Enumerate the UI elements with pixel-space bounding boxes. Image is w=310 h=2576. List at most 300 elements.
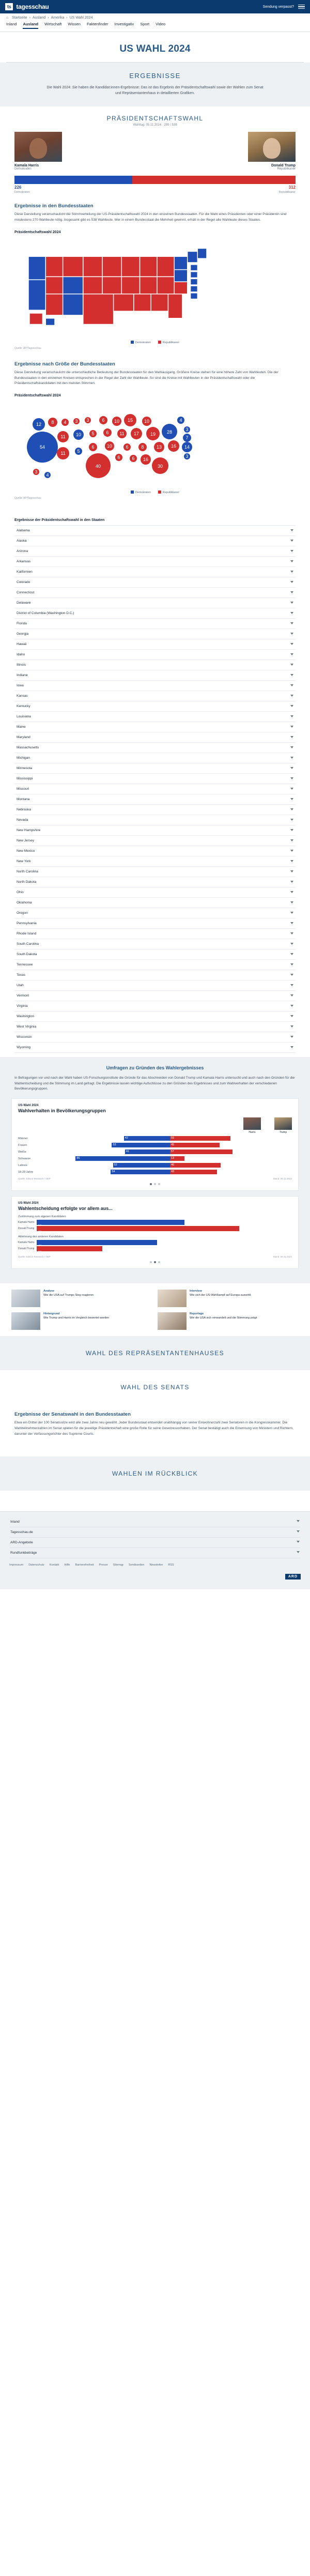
state-row[interactable] (14, 701, 296, 712)
electoral-vote-bar (14, 176, 296, 184)
bar-republicans (132, 176, 296, 184)
harris-photo (14, 132, 62, 162)
trump-name: Donald Trump (271, 164, 296, 168)
state-name: South Carolina (17, 942, 39, 946)
state-row[interactable] (14, 774, 296, 784)
state-row[interactable] (14, 815, 296, 825)
footer-link[interactable]: Hilfe (64, 1563, 70, 1567)
teaser-kicker: Analyse (43, 1290, 55, 1293)
state-list-heading: Ergebnisse der Präsidentschaftswahl in den Staaten (14, 518, 105, 522)
polls-section (0, 1057, 310, 1283)
results-intro-text: Die Wahl 2024: Sie haben die Kandidat:innen-Ergebnisse: Das ist das Ergebnis der Präsidentschaftswahl sowie der Wahlen zum Senat und Repräsentantenhaus in detaillierten Grafiken. (47, 86, 264, 96)
state-row[interactable] (14, 526, 296, 536)
state-row[interactable] (14, 867, 296, 877)
state-row[interactable] (14, 1001, 296, 1011)
state-row[interactable] (14, 650, 296, 660)
state-name: Minnesota (17, 766, 32, 770)
footer-link[interactable]: Impressum (9, 1563, 24, 1567)
svg-text:3: 3 (75, 418, 78, 424)
teaser-image-b (158, 1290, 187, 1307)
poll-row-label: Schwarze (18, 1157, 31, 1160)
chevron-down-icon[interactable] (290, 529, 293, 531)
poll-card-1-title: Wahlverhalten in Bevölkerungsgruppen (18, 1108, 106, 1114)
svg-text:6: 6 (91, 444, 95, 450)
state-row[interactable] (14, 836, 296, 846)
footer-links (9, 1558, 301, 1567)
svg-text:6: 6 (126, 444, 129, 450)
state-row[interactable] (14, 536, 296, 546)
state-row[interactable] (14, 1042, 296, 1053)
state-row[interactable] (14, 825, 296, 836)
svg-text:11: 11 (119, 431, 125, 436)
chevron-down-icon[interactable] (290, 550, 293, 552)
footer-link[interactable]: Datenschutz (28, 1563, 44, 1567)
teaser-item[interactable] (11, 1290, 152, 1307)
state-name: Rhode Island (17, 931, 37, 936)
chevron-down-icon[interactable] (290, 591, 293, 593)
state-row[interactable] (14, 887, 296, 898)
state-row[interactable] (14, 577, 296, 588)
state-row[interactable] (14, 743, 296, 753)
state-name: Hawaii (17, 642, 27, 646)
svg-text:10: 10 (144, 418, 150, 424)
chevron-down-icon[interactable] (290, 746, 293, 748)
state-row[interactable] (14, 660, 296, 670)
chevron-down-icon[interactable] (290, 870, 293, 872)
carousel-dot-2[interactable] (154, 1183, 156, 1185)
state-name: Kalifornien (17, 570, 33, 574)
logo-badge: ts (5, 3, 13, 10)
state-name: Massachusetts (17, 745, 39, 749)
harris-party: Demokraten (14, 167, 32, 171)
bar-democrats (14, 176, 132, 184)
breadcrumb: ⌂ Startseite › Ausland › Amerika › US Wahl 2024 (6, 16, 93, 20)
legend-republicans: Republikaner (278, 191, 296, 194)
poll-topic-title: Ablehnung des anderen Kandidaten (18, 1235, 64, 1239)
poll-card-1-date: Stand: 06.11.2024 (273, 1177, 292, 1180)
teaser-title: Wie die USA auf Trumps Sieg reagieren (43, 1294, 94, 1297)
chevron-down-icon[interactable] (290, 726, 293, 728)
state-row[interactable] (14, 732, 296, 743)
chevron-down-icon[interactable] (290, 777, 293, 779)
trump-party: Republikaner (277, 167, 296, 171)
teaser-title: Wie die USA sich verwandelt und die Stimmung prägt (190, 1316, 257, 1320)
state-row[interactable] (14, 805, 296, 815)
svg-text:40: 40 (95, 463, 101, 469)
poll-row-label: 18-29 Jahre (18, 1170, 34, 1174)
page-title: US WAHL 2024 (119, 43, 191, 54)
state-name: Missouri (17, 787, 29, 791)
state-name: Mississippi (17, 776, 33, 780)
poll-row (18, 1163, 292, 1168)
state-name: New York (17, 859, 31, 863)
state-row[interactable] (14, 691, 296, 701)
poll-topic-blocks (18, 1215, 292, 1254)
poll-row (18, 1149, 292, 1154)
state-map-legend (14, 341, 296, 344)
chevron-down-icon[interactable] (290, 705, 293, 707)
teaser-item[interactable] (158, 1312, 299, 1330)
tab-inland[interactable]: Inland (6, 22, 17, 26)
candidate-harris (14, 132, 62, 171)
svg-text:6: 6 (132, 455, 135, 461)
carousel-dots-2[interactable] (18, 1261, 292, 1263)
state-row[interactable] (14, 763, 296, 774)
teaser-image-c (11, 1312, 40, 1330)
state-name: Arizona (17, 549, 28, 553)
poll-card-demographics (11, 1098, 299, 1191)
state-row[interactable] (14, 898, 296, 908)
state-row[interactable] (14, 588, 296, 598)
state-row[interactable] (14, 960, 296, 970)
chevron-down-icon[interactable] (290, 788, 293, 790)
senate-states-heading: Ergebnisse der Senatswahl in den Bundesstaaten (14, 1412, 131, 1418)
state-row[interactable] (14, 753, 296, 763)
house-election-band: WAHL DES REPRÄSENTANTENHAUSES (0, 1336, 310, 1370)
state-name: District of Columbia (Washington D.C.) (17, 611, 74, 615)
poll-value-rep: 46 (171, 1163, 175, 1167)
state-name: Alabama (17, 528, 30, 532)
bubble-map-source: Quelle: AP/Tagesschau (14, 496, 41, 500)
poll-value-rep: 13 (171, 1157, 175, 1160)
chevron-down-icon[interactable] (290, 974, 293, 976)
svg-text:6: 6 (106, 430, 109, 435)
tab-wirtschaft[interactable]: Wirtschaft (44, 22, 62, 26)
harris-name: Kamala Harris (14, 164, 39, 168)
svg-text:4: 4 (179, 417, 182, 423)
breadcrumb-item-1[interactable]: Ausland (32, 16, 46, 20)
home-icon[interactable]: ⌂ (6, 16, 9, 20)
state-accordion-list (14, 525, 296, 1053)
svg-text:5: 5 (91, 431, 95, 436)
chevron-down-icon[interactable] (290, 829, 293, 831)
state-row[interactable] (14, 557, 296, 567)
poll-topic-block (18, 1215, 292, 1234)
harris-thumb-label: Harris (249, 1131, 256, 1134)
svg-text:3: 3 (185, 453, 189, 459)
poll-bar-rep (170, 1149, 233, 1154)
state-row[interactable] (14, 991, 296, 1001)
poll-value-dem: 42 (125, 1137, 128, 1140)
chevron-down-icon[interactable] (290, 1036, 293, 1038)
legend-item-republicans: Republikaner (158, 341, 179, 344)
chevron-down-icon[interactable] (290, 684, 293, 686)
state-row[interactable] (14, 598, 296, 608)
state-row[interactable] (14, 670, 296, 681)
state-name: Idaho (17, 652, 25, 656)
tab-video[interactable]: Video (156, 22, 166, 26)
chevron-down-icon[interactable] (290, 994, 293, 996)
presidential-result-module (0, 106, 310, 196)
carousel-dot-1[interactable] (150, 1183, 152, 1185)
teaser-kicker: Reportage (190, 1312, 204, 1316)
poll-value-rep: 57 (171, 1150, 175, 1154)
poll-bar-dem (124, 1136, 170, 1141)
chevron-down-icon[interactable] (290, 560, 293, 562)
state-row[interactable] (14, 619, 296, 629)
state-map-label: Präsidentschaftswahl 2024 (14, 230, 61, 234)
state-name: Montana (17, 797, 30, 801)
state-row[interactable] (14, 1011, 296, 1022)
poll-value-dem: 41 (126, 1150, 130, 1154)
state-name: North Carolina (17, 869, 38, 873)
chevron-down-icon[interactable] (290, 653, 293, 655)
state-name: Louisiana (17, 714, 31, 718)
footer-col-2[interactable]: ARD-Angebote (9, 1538, 301, 1548)
poll-value-rep: 55 (171, 1137, 175, 1140)
state-name: Connecticut (17, 590, 35, 594)
svg-text:12: 12 (36, 421, 42, 427)
chevron-down-icon[interactable] (290, 798, 293, 800)
poll-value-dem: 53 (113, 1143, 116, 1147)
footer-link[interactable]: Sitemap (113, 1563, 123, 1567)
poll-card-2-kicker: US-Wahl 2024 (18, 1202, 39, 1205)
state-row[interactable] (14, 681, 296, 691)
state-map-heading: Ergebnisse in den Bundesstaaten (14, 203, 94, 209)
chevron-down-icon[interactable] (290, 695, 293, 697)
footer-col-3[interactable]: Rundfunkbeiträge (9, 1548, 301, 1558)
teaser-item[interactable] (158, 1290, 299, 1307)
svg-text:14: 14 (184, 444, 190, 450)
poll-topic-bar: Kamala Harris (18, 1240, 292, 1245)
chevron-down-icon[interactable] (290, 540, 293, 542)
breadcrumb-item-2[interactable]: Amerika (51, 16, 65, 20)
footer-link[interactable]: Sendezeiten (128, 1563, 145, 1567)
footer-link[interactable]: Kontakt (49, 1563, 59, 1567)
chevron-down-icon[interactable] (290, 963, 293, 965)
trump-photo (248, 132, 296, 162)
tab-ausland[interactable]: Ausland (23, 22, 38, 29)
state-row[interactable] (14, 546, 296, 557)
chevron-down-icon[interactable] (290, 643, 293, 645)
chevron-down-icon[interactable] (290, 860, 293, 862)
chevron-down-icon[interactable] (290, 922, 293, 924)
trump-thumb-photo (274, 1117, 292, 1130)
sendung-verpasst-link[interactable]: Sendung verpasst? (262, 5, 294, 9)
poll-card-motivation (11, 1196, 299, 1269)
chevron-down-icon[interactable] (290, 664, 293, 666)
tab-wissen[interactable]: Wissen (68, 22, 81, 26)
state-name: Oklahoma (17, 900, 32, 904)
legend-democrats: Demokraten (14, 191, 30, 194)
ard-logo (9, 1567, 301, 1580)
poll-row-label: Weiße (18, 1150, 26, 1154)
tab-sport[interactable]: Sport (140, 22, 150, 26)
footer-link[interactable]: Presse (99, 1563, 108, 1567)
chevron-down-icon[interactable] (290, 602, 293, 604)
senate-states-module (0, 1404, 310, 1441)
poll-value-dem: 86 (76, 1157, 80, 1160)
ard-badge: ARD (285, 1574, 301, 1580)
svg-text:6: 6 (117, 454, 120, 460)
us-electoral-bubble-map[interactable] (14, 400, 296, 487)
state-row[interactable] (14, 918, 296, 929)
poll-topic-bar: Donald Trump 24 (18, 1246, 292, 1251)
state-row[interactable] (14, 980, 296, 991)
chevron-down-icon[interactable] (290, 736, 293, 738)
state-name: Georgia (17, 632, 29, 636)
footer-link[interactable]: RSS (168, 1563, 174, 1567)
chevron-down-icon[interactable] (290, 881, 293, 883)
state-row[interactable] (14, 939, 296, 949)
hamburger-icon[interactable] (298, 5, 305, 9)
chevron-down-icon[interactable] (290, 757, 293, 759)
state-map-module (0, 196, 310, 354)
carousel2-dot-2[interactable] (154, 1261, 156, 1263)
state-name: North Dakota (17, 880, 37, 884)
state-name: Kansas (17, 694, 28, 698)
footer-link[interactable]: Barrierefreiheit (75, 1563, 94, 1567)
chevron-down-icon[interactable] (290, 819, 293, 821)
chevron-down-icon[interactable] (290, 612, 293, 614)
state-row[interactable] (14, 877, 296, 887)
state-row[interactable] (14, 639, 296, 650)
bubble-map-legend (14, 490, 296, 494)
poll-topic-bar: Kamala Harris (18, 1220, 292, 1225)
svg-text:11: 11 (60, 434, 66, 439)
svg-text:8: 8 (51, 419, 54, 425)
chevron-down-icon[interactable] (290, 932, 293, 934)
chevron-down-icon[interactable] (290, 633, 293, 635)
state-name: Tennessee (17, 962, 33, 967)
poll-bar-rep (170, 1156, 184, 1161)
brand-block[interactable] (5, 3, 49, 10)
state-name: Florida (17, 621, 27, 625)
poll-card-2-date: Stand: 06.11.2024 (273, 1255, 292, 1259)
chevron-down-icon[interactable] (290, 953, 293, 955)
state-name: South Dakota (17, 952, 37, 956)
footer-col-1[interactable]: Tagesschau.de (9, 1527, 301, 1538)
chevron-down-icon[interactable] (290, 912, 293, 914)
bubble-map-module (0, 354, 310, 504)
svg-text:13: 13 (156, 444, 162, 450)
svg-text:5: 5 (77, 448, 80, 454)
chevron-down-icon[interactable] (290, 1046, 293, 1048)
chevron-down-icon[interactable] (290, 901, 293, 903)
chevron-down-icon[interactable] (290, 839, 293, 841)
chevron-down-icon[interactable] (297, 1541, 300, 1543)
presidential-subtitle: Wahltag: 05.11.2024 · 289 / 538 (133, 124, 177, 127)
state-row[interactable] (14, 846, 296, 856)
state-row[interactable] (14, 567, 296, 577)
chevron-down-icon[interactable] (290, 891, 293, 893)
poll-row-label: Latinos (18, 1163, 27, 1167)
state-name: Ohio (17, 890, 24, 894)
poll-value-dem: 54 (112, 1170, 115, 1174)
state-row[interactable] (14, 712, 296, 722)
state-name: Arkansas (17, 559, 31, 563)
chevron-down-icon[interactable] (290, 571, 293, 573)
poll-row-label: Frauen (18, 1143, 27, 1147)
poll-topic-title: Zustimmung zum eigenen Kandidaten (18, 1215, 66, 1219)
state-name: Texas (17, 973, 25, 977)
chevron-down-icon[interactable] (290, 767, 293, 769)
chevron-down-icon[interactable] (297, 1551, 300, 1553)
bubble-map-text: Diese Darstellung veranschaulicht die unterschiedliche Bedeutung der Bundesstaaten für den Wahlausgang. Größere Kreise stehen für eine höhere Zahl von Wahlleuten. Die der Bundesstaaten in den einzelnen Kreisen entsprechen in der Regel der Zahl der Wahlleute. So sind die Kreise mit Wahlleuten in der Präsidentschaftswahl oder die Präsidentschaftskandidaten mit den meisten Stimmen. (14, 370, 278, 386)
carousel-dot-3[interactable] (158, 1183, 160, 1185)
state-name: Delaware (17, 601, 31, 605)
footer-col-0[interactable]: Inland (9, 1517, 301, 1527)
candidate-trump (248, 132, 296, 171)
svg-text:19: 19 (150, 431, 156, 437)
footer-link[interactable]: Newsletter (149, 1563, 163, 1567)
us-state-choropleth-map[interactable] (14, 236, 296, 338)
poll-bar-dem (111, 1170, 170, 1174)
state-row[interactable] (14, 722, 296, 732)
tab-faktenfinder[interactable]: Faktenfinder (86, 22, 109, 26)
state-row[interactable] (14, 908, 296, 918)
svg-text:10: 10 (114, 418, 120, 424)
chevron-down-icon[interactable] (290, 622, 293, 624)
teaser-image-a (11, 1290, 40, 1307)
state-name: New Hampshire (17, 828, 41, 832)
chevron-down-icon[interactable] (290, 943, 293, 945)
polls-heading: Umfragen zu Gründen des Wahlergebnisses (106, 1065, 204, 1070)
chevron-down-icon[interactable] (290, 808, 293, 810)
chevron-down-icon[interactable] (297, 1520, 300, 1522)
svg-text:16: 16 (143, 456, 149, 462)
state-name: Alaska (17, 539, 27, 543)
svg-text:6: 6 (102, 417, 105, 423)
state-name: West Virginia (17, 1024, 37, 1029)
breadcrumb-item-3: US Wahl 2024 (69, 16, 93, 20)
legend-item-democrats: Demokraten (131, 341, 151, 344)
chevron-down-icon[interactable] (290, 674, 293, 676)
teaser-kicker: Interview (190, 1290, 202, 1293)
poll-bar-rep (170, 1170, 217, 1174)
state-name: Maryland (17, 735, 30, 739)
state-row[interactable] (14, 794, 296, 805)
svg-text:17: 17 (133, 431, 140, 436)
chevron-down-icon[interactable] (290, 581, 293, 583)
chevron-down-icon[interactable] (290, 1015, 293, 1017)
state-row[interactable] (14, 856, 296, 867)
carousel2-dot-1[interactable] (150, 1261, 152, 1263)
legend-item-republicans-bubble: Republikaner (158, 490, 179, 494)
legend-item-democrats-bubble: Demokraten (131, 490, 151, 494)
chevron-down-icon[interactable] (290, 1005, 293, 1007)
tab-investigativ[interactable]: Investigativ (114, 22, 134, 26)
teaser-title: Wie Trump und Harris im Vergleich bewertet werden (43, 1316, 110, 1320)
state-row[interactable] (14, 949, 296, 960)
state-row[interactable] (14, 1022, 296, 1032)
state-row[interactable] (14, 629, 296, 639)
state-row[interactable] (14, 929, 296, 939)
chevron-down-icon[interactable] (297, 1530, 300, 1532)
teaser-item[interactable] (11, 1312, 152, 1330)
poll-bar-rows (18, 1136, 292, 1174)
chevron-down-icon[interactable] (290, 715, 293, 717)
chevron-down-icon[interactable] (290, 984, 293, 986)
svg-text:10: 10 (106, 443, 113, 449)
svg-text:4: 4 (46, 472, 49, 478)
state-name: Colorado (17, 580, 30, 584)
state-row[interactable] (14, 784, 296, 794)
chevron-down-icon[interactable] (290, 850, 293, 852)
carousel2-dot-3[interactable] (158, 1261, 160, 1263)
poll-bar-dem (112, 1143, 170, 1147)
carousel-dots[interactable] (18, 1183, 292, 1185)
state-row[interactable] (14, 970, 296, 980)
state-name: New Jersey (17, 838, 34, 842)
svg-text:3: 3 (185, 426, 189, 432)
state-name: Iowa (17, 683, 24, 687)
chevron-down-icon[interactable] (290, 1025, 293, 1028)
state-row[interactable] (14, 1032, 296, 1042)
svg-text:8: 8 (141, 444, 144, 450)
breadcrumb-item-0[interactable]: Startseite (12, 16, 27, 20)
state-row[interactable] (14, 608, 296, 619)
